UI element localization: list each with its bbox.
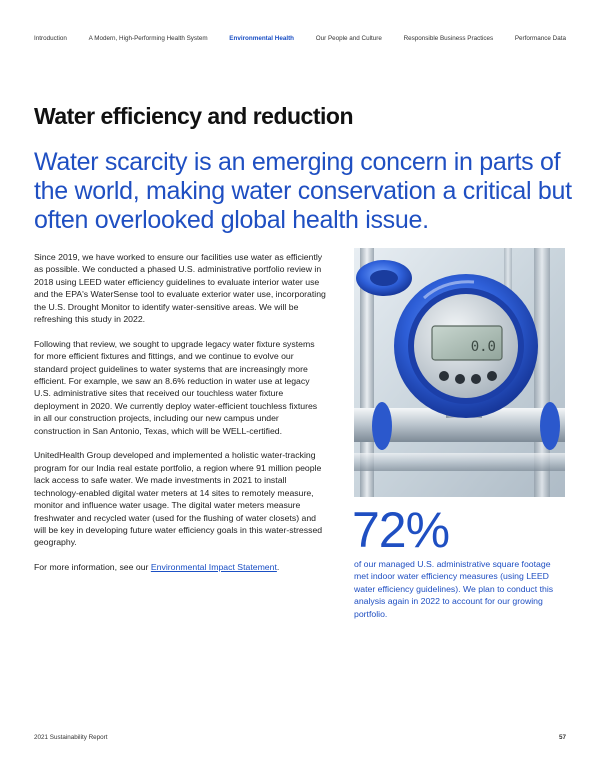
page-footer <box>34 734 566 741</box>
nav-item-introduction[interactable]: Introduction <box>34 35 67 42</box>
body-text-column <box>34 251 326 586</box>
nav-item-environmental-health[interactable]: Environmental Health <box>229 35 295 42</box>
body-paragraph-3: UnitedHealth Group developed and implemented a holistic water-tracking program for our India real estate portfolio, a region where 91 million people lack access to safe water. We made investments in 2021 to install technology-enabled digital water meters at 14 sites to remotely measure, monitor and influence water usage. The digital water meters measure freshwater and recycled water (used for the flushing of water closets) and will be key in developing future water efficiency goals in this water-stressed geography. <box>34 450 323 548</box>
page-number: 57 <box>558 734 566 741</box>
report-title: 2021 Sustainability Report <box>34 734 108 741</box>
body-paragraph-4 <box>34 561 326 573</box>
page-title: Water efficiency and reduction <box>34 103 353 129</box>
body-paragraph-1: Since 2019, we have worked to ensure our facilities use water as efficiently as possible. We conducted a phased U.S. administrative portfolio review in 2018 using LEED water efficiency guidelines to evaluate interior water use and the EPA's WaterSense tool to evaluate exterior water use, incorporating the U.S. Drought Monitor to identify water-sensitive areas. We will be refreshing this study in 2022. <box>34 252 326 325</box>
nav-item-people-culture[interactable]: Our People and Culture <box>315 35 382 42</box>
environmental-impact-statement-link[interactable]: Environmental Impact Statement <box>150 562 277 573</box>
meter-readout: 0.0 <box>470 339 496 355</box>
page-subtitle: Water scarcity is an emerging concern in parts of the world, making water conservation a critical but often overlooked global health issue. <box>34 148 572 234</box>
water-meter-illustration <box>354 248 565 497</box>
more-info-prefix: For more information, see our <box>34 562 151 573</box>
nav-item-health-system[interactable]: A Modern, High-Performing Health System <box>88 35 208 42</box>
nav-item-performance-data[interactable]: Performance Data <box>514 35 566 42</box>
body-paragraph-2: Following that review, we sought to upgrade legacy water fixture systems for more efficient fixtures and fittings, and we continue to evolve our standard project guidelines to water systems that are increasingly more efficient. For example, we saw an 8.6% reduction in water use at legacy U.S. administrative sites that received our touchless water fixture deployment in 2020. We currently deploy water-efficient touchless fixtures in all our construction projects, including our new campus under construction in San Antonio, Texas, which will be WELL-certified. <box>34 338 318 436</box>
stat-caption: of our managed U.S. administrative square footage met indoor water efficiency measures (using LEED water efficiency guidelines). We plan to conduct this analysis again in 2022 to account for our growing portfolio. <box>354 559 554 619</box>
stat-number: 72% <box>352 502 450 558</box>
more-info-suffix: . <box>276 562 280 573</box>
water-meter-photo <box>354 248 565 497</box>
nav-item-responsible-business[interactable]: Responsible Business Practices <box>403 35 494 42</box>
top-navigation <box>34 35 566 42</box>
